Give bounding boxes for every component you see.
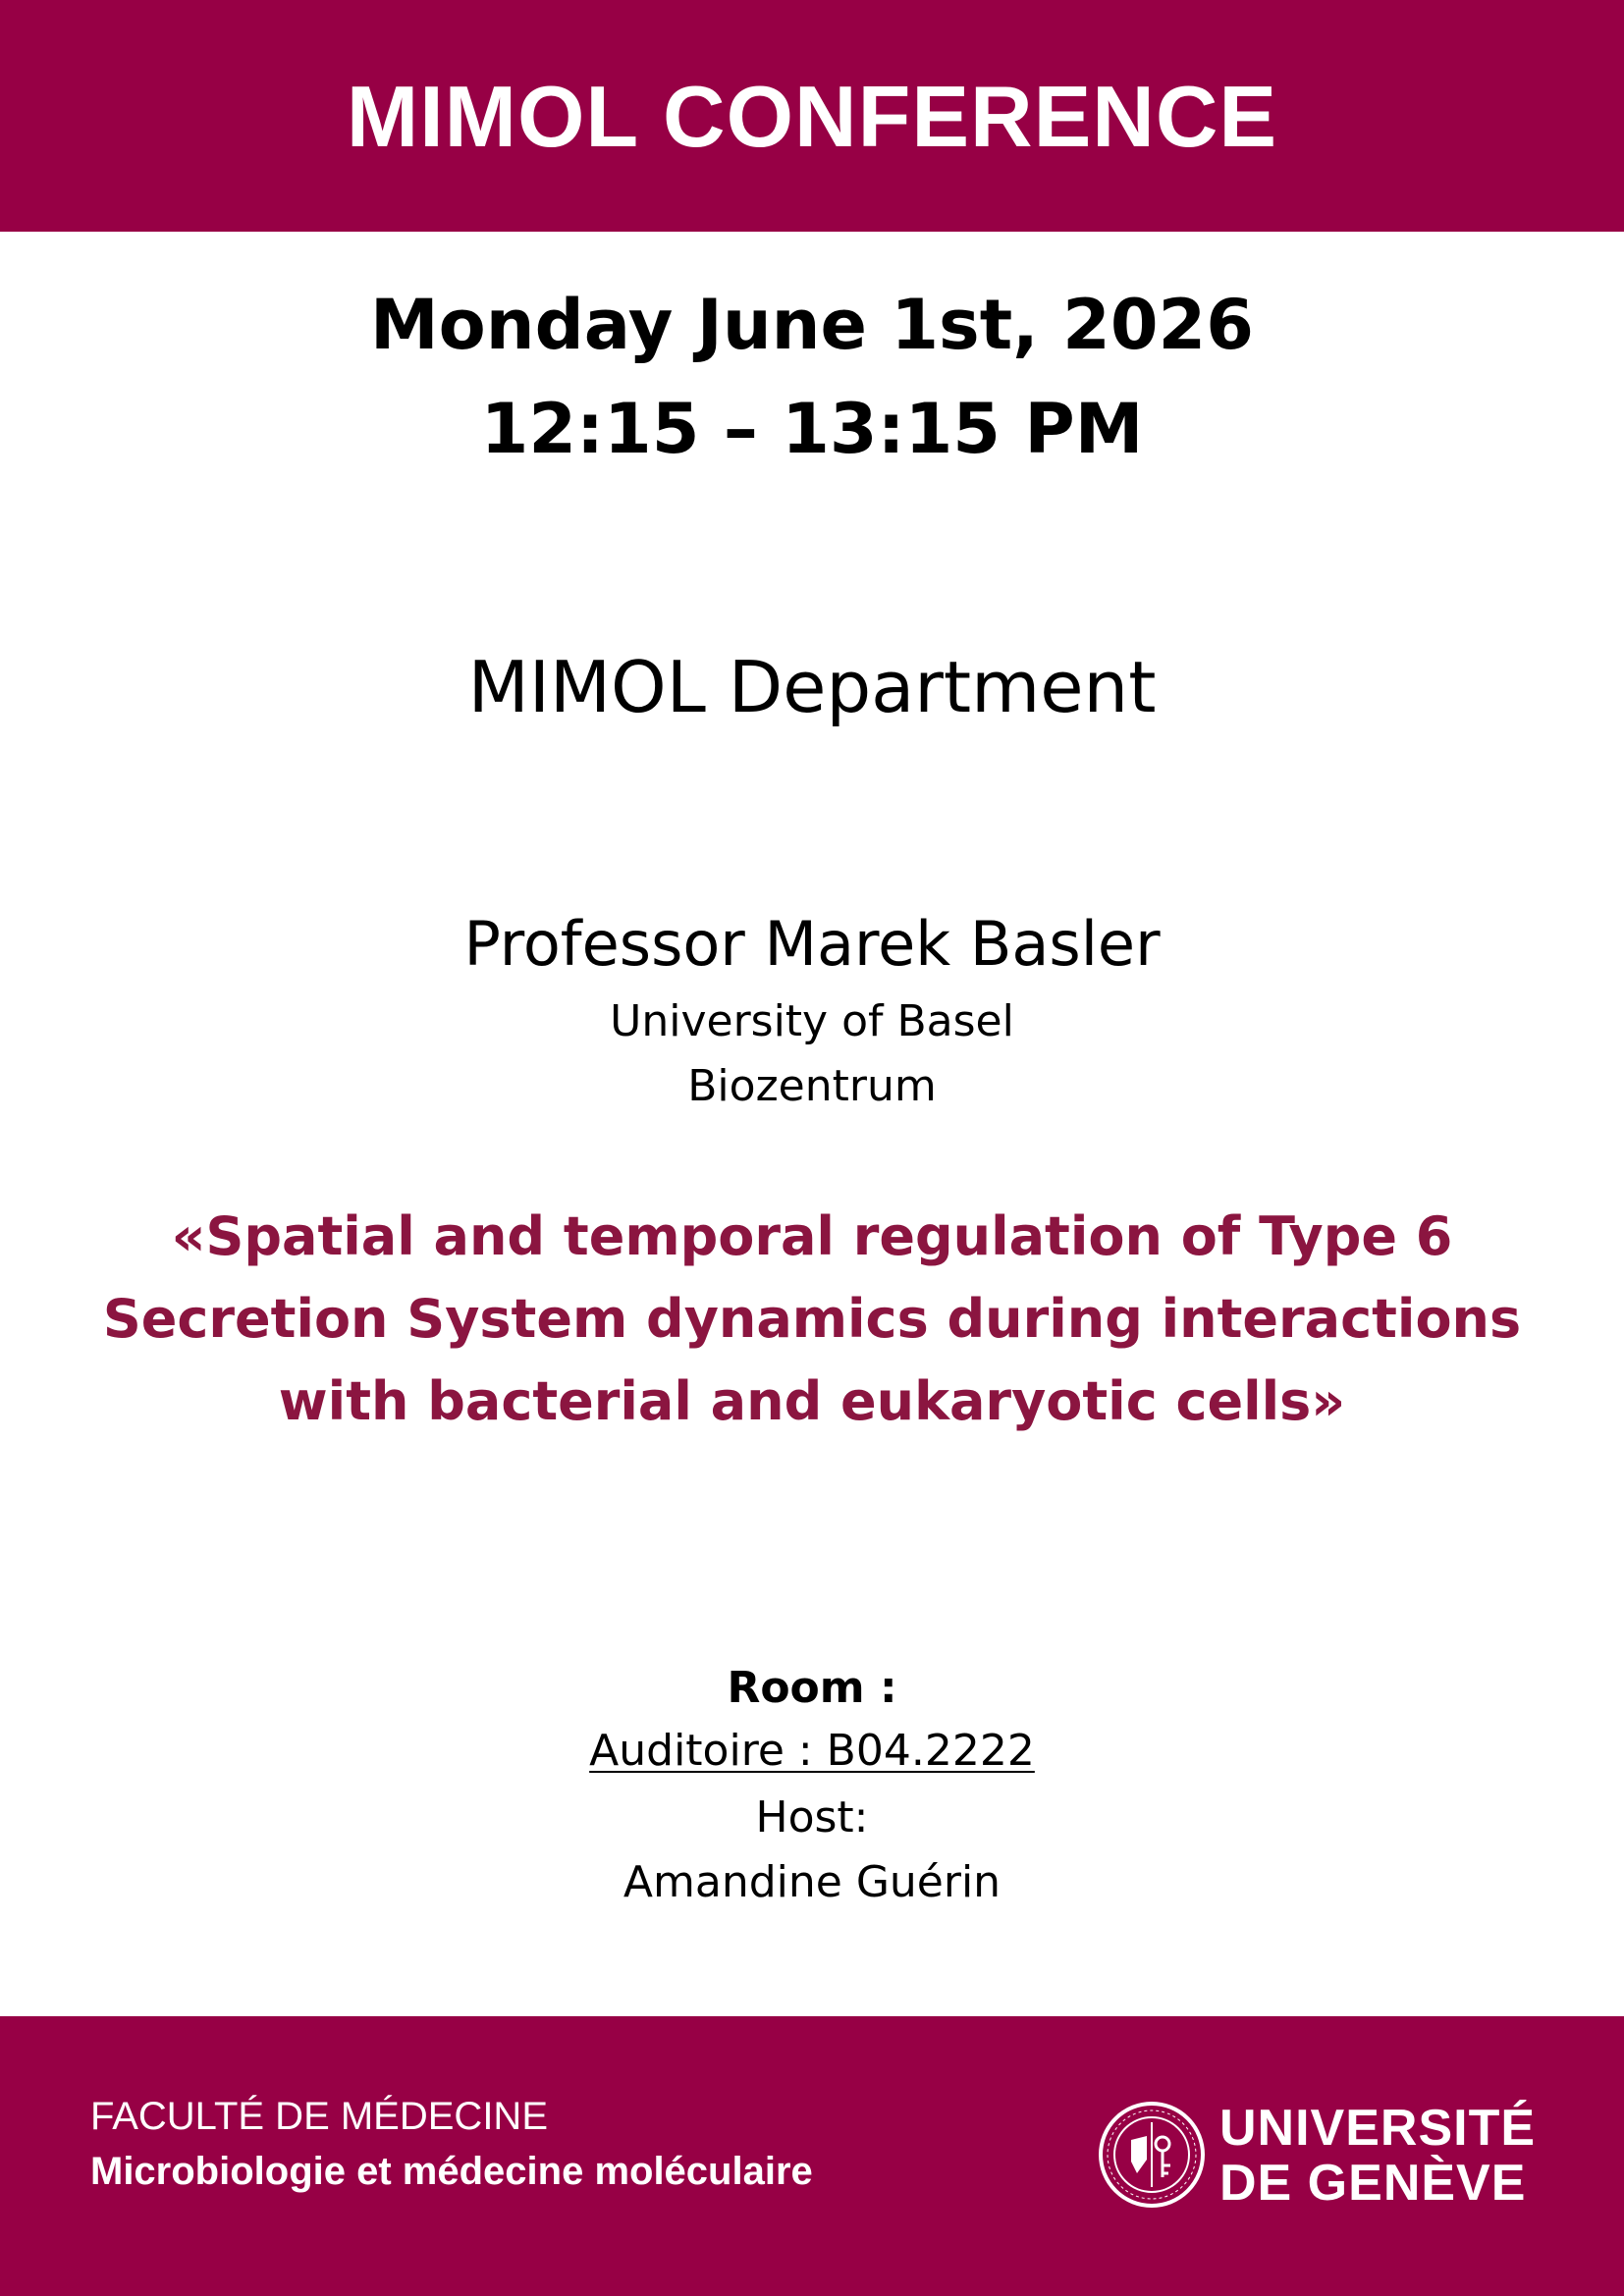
host-name: Amandine Guérin [623, 1857, 1001, 1907]
room-value-text: Auditoire : B04.2222 [589, 1726, 1035, 1776]
host-label: Host: [755, 1792, 869, 1842]
university-name-line-1: UNIVERSITÉ [1219, 2100, 1537, 2157]
speaker-affiliation-university: University of Basel [610, 996, 1014, 1046]
faculty-name: FACULTÉ DE MÉDECINE [90, 2095, 548, 2138]
event-time: 12:15 – 13:15 PM [480, 389, 1144, 469]
speaker-name: Professor Marek Basler [463, 908, 1161, 980]
department-name: MIMOL Department [467, 646, 1157, 728]
room-label: Room : [727, 1663, 897, 1713]
department-full-name: Microbiologie et médecine moléculaire [90, 2150, 813, 2193]
talk-title: «Spatial and temporal regulation of Type 6 Secretion System dynamics during interactions with bacterial and eukaryotic cells» [102, 1205, 1522, 1432]
conference-title: MIMOL CONFERENCE [346, 68, 1278, 165]
event-date: Monday June 1st, 2026 [370, 285, 1254, 365]
university-name-line-2: DE GENÈVE [1219, 2155, 1527, 2212]
university-seal-icon [1098, 2101, 1206, 2209]
speaker-affiliation-institute: Biozentrum [687, 1061, 937, 1111]
room-value [0, 1720, 1624, 1783]
